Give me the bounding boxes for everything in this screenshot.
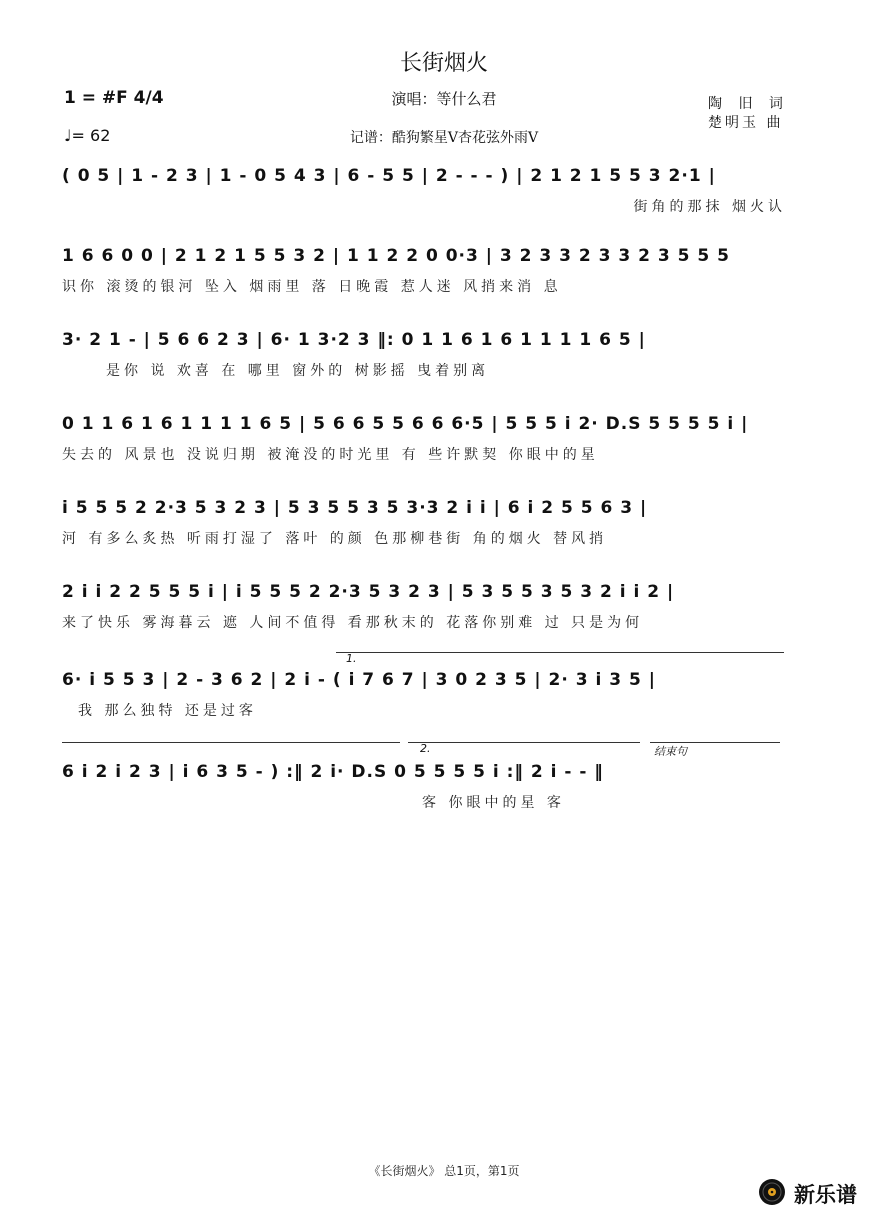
volta-label-second: 2. [420,742,431,755]
volta-bracket-second [408,742,640,743]
lyrics-line: 是你 说 欢喜 在 哪里 窗外的 树影摇 曳着别离 [106,363,490,379]
notation-line: 1 6 6 0 0 | 2 1 2 1 5 5 3 2 | 1 1 2 2 0 0·3 | 3 2 3 3 2 3 3 2 3 5 5 5 [62,246,730,266]
composer-credit: 楚明玉 曲 [708,115,784,131]
notation-line: 6· i 5 5 3 | 2 - 3 6 2 | 2 i - ( i 7 6 7 | 3 0 2 3 5 | 2· 3 i 3 5 | [62,670,656,690]
lyrics-line: 失去的 风景也 没说归期 被淹没的时光里 有 些许默契 你眼中的星 [62,447,599,463]
notation-line: i 5 5 5 2 2·3 5 3 2 3 | 5 3 5 5 3 5 3·3 2 i i | 6 i 2 5 5 6 3 | [62,498,648,518]
score-system-1 [62,166,786,236]
lyrics-line: 来了快乐 雾海暮云 遮 人间不值得 看那秋末的 花落你别难 过 只是为何 [62,615,644,631]
notation-line: 6 i 2 i 2 3 | i 6 3 5 - ) :‖ 2 i· D.S 0 5 5 5 5 i :‖ 2 i - - ‖ [62,762,604,782]
tempo-marking: ♩= 62 [64,126,111,145]
lyrics-line: 我 那么独特 还是过客 [78,703,257,719]
site-logo [758,1178,878,1206]
volta-bracket-continuation [62,742,400,743]
lyrics-line: 识你 滚烫的银河 坠入 烟雨里 落 日晚霞 惹人迷 风捎来消 息 [62,279,562,295]
notation-line: 2 i i 2 2 5 5 5 i | i 5 5 5 2 2·3 5 3 2 3 | 5 3 5 5 3 5 3 2 i i 2 | [62,582,675,602]
singer-credit: 演唱：等什么君 [391,90,497,108]
score-system-8 [62,762,786,832]
notation-line: 0 1 1 6 1 6 1 1 1 1 6 5 | 5 6 6 5 5 6 6 6·5 | 5 5 5 i 2· D.S 5 5 5 5 i | [62,414,749,434]
coda-label: 结束句 [654,745,687,758]
score-system-5 [62,498,786,568]
key-signature: 1 = #F 4/4 [64,88,164,108]
score-system-2 [62,246,786,316]
score-system-7 [62,670,786,740]
page-title: 长街烟火 [399,51,488,76]
lyricist-credit: 陶 旧 词 [708,96,789,112]
volta-label-first: 1. [346,652,357,665]
transcriber-credit: 记谱：酷狗繁星V杏花弦外雨V [349,130,539,146]
notation-line: 3· 2 1 - | 5 6 6 2 3 | 6· 1 3·2 3 ‖: 0 1 1 6 1 6 1 1 1 1 6 5 | [62,330,646,350]
score-system-3 [62,330,786,400]
score-system-4 [62,414,786,484]
notation-line: ( 0 5 | 1 - 2 3 | 1 - 0 5 4 3 | 6 - 5 5 | 2 - - - ) | 2 1 2 1 5 5 3 2·1 | [62,166,716,186]
score-system-6 [62,582,786,652]
lyrics-line: 街角的那抹 烟火认 [633,199,786,215]
lyrics-line: 河 有多么炙热 听雨打湿了 落叶 的颜 色那柳巷街 角的烟火 替风捎 [62,531,608,547]
lyrics-line: 客 你眼中的星 客 [422,795,565,811]
volta-bracket-first [336,652,784,653]
record-disc-icon [758,1178,786,1206]
logo-text: 新乐谱 [794,1183,857,1207]
page-footer: 《长街烟火》 总1页，第1页 [368,1164,520,1178]
